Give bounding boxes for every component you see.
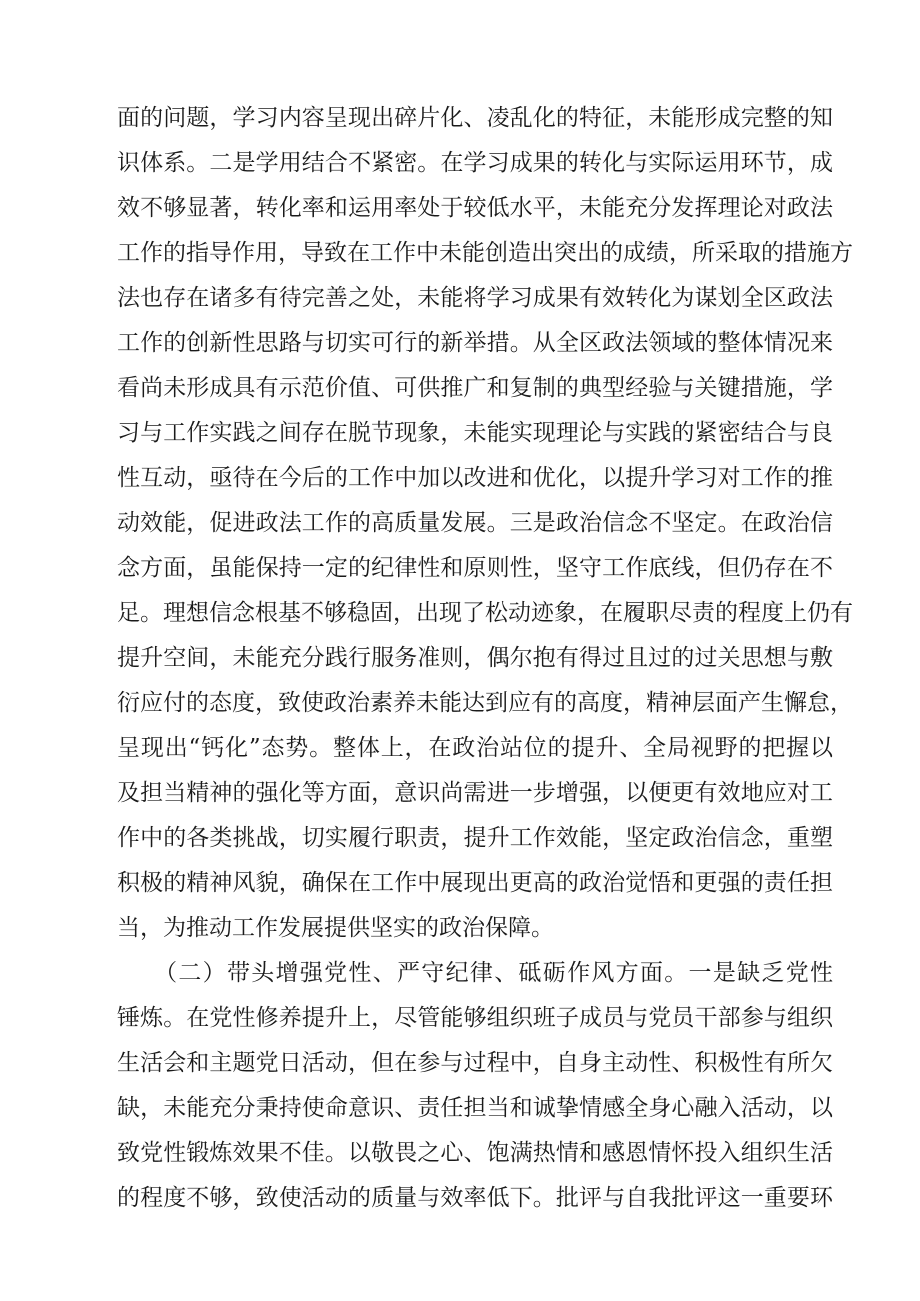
text-line: 识体系。二是学用结合不紧密。在学习成果的转化与实际运用环节，成 (117, 150, 833, 176)
text-line: 锤炼。在党性修养提升上，尽管能够组织班子成员与党员干部参与组织 (117, 1005, 833, 1031)
text-line: 作中的各类挑战，切实履行职责，提升工作效能，坚定政治信念，重塑 (117, 825, 833, 851)
text-line: 生活会和主题党日活动，但在参与过程中，自身主动性、积极性有所欠 (117, 1050, 833, 1076)
text-line: 足。理想信念根基不够稳固，出现了松动迹象，在履职尽责的程度上仍有 (117, 600, 853, 626)
section-heading-line: （二）带头增强党性、严守纪律、砥砺作风方面。一是缺乏党性 (117, 960, 833, 986)
text-line: 面的问题，学习内容呈现出碎片化、凌乱化的特征，未能形成完整的知 (117, 105, 833, 131)
text-line: 衍应付的态度，致使政治素养未能达到应有的高度，精神层面产生懈怠， (117, 690, 853, 716)
text-line: 致党性锻炼效果不佳。以敬畏之心、饱满热情和感恩情怀投入组织生活 (117, 1140, 833, 1166)
text-line: 工作的指导作用，导致在工作中未能创造出突出的成绩，所采取的措施方 (117, 240, 853, 266)
text-line: 提升空间，未能充分践行服务准则，偶尔抱有得过且过的过关思想与敷 (117, 645, 833, 671)
text-line: 动效能，促进政法工作的高质量发展。三是政治信念不坚定。在政治信 (117, 510, 833, 536)
text-line: 性互动，亟待在今后的工作中加以改进和优化，以提升学习对工作的推 (117, 465, 833, 491)
document-body (117, 96, 853, 1221)
text-line: 积极的精神风貌，确保在工作中展现出更高的政治觉悟和更强的责任担 (117, 870, 833, 896)
text-line: 习与工作实践之间存在脱节现象，未能实现理论与实践的紧密结合与良 (117, 420, 833, 446)
text-line: 及担当精神的强化等方面，意识尚需进一步增强，以便更有效地应对工 (117, 780, 833, 806)
text-line: 的程度不够，致使活动的质量与效率低下。批评与自我批评这一重要环 (117, 1185, 833, 1211)
text-line: 念方面，虽能保持一定的纪律性和原则性，坚守工作底线，但仍存在不 (117, 555, 833, 581)
text-line: 呈现出“钙化”态势。整体上，在政治站位的提升、全局视野的把握以 (117, 735, 833, 761)
text-line: 工作的创新性思路与切实可行的新举措。从全区政法领域的整体情况来 (117, 330, 833, 356)
text-line: 效不够显著，转化率和运用率处于较低水平，未能充分发挥理论对政法 (117, 195, 833, 221)
text-line: 缺，未能充分秉持使命意识、责任担当和诚挚情感全身心融入活动，以 (117, 1095, 833, 1121)
text-line: 看尚未形成具有示范价值、可供推广和复制的典型经验与关键措施，学 (117, 375, 833, 401)
text-line: 法也存在诸多有待完善之处，未能将学习成果有效转化为谋划全区政法 (117, 285, 833, 311)
paragraph-end-line: 当，为推动工作发展提供坚实的政治保障。 (117, 915, 554, 941)
